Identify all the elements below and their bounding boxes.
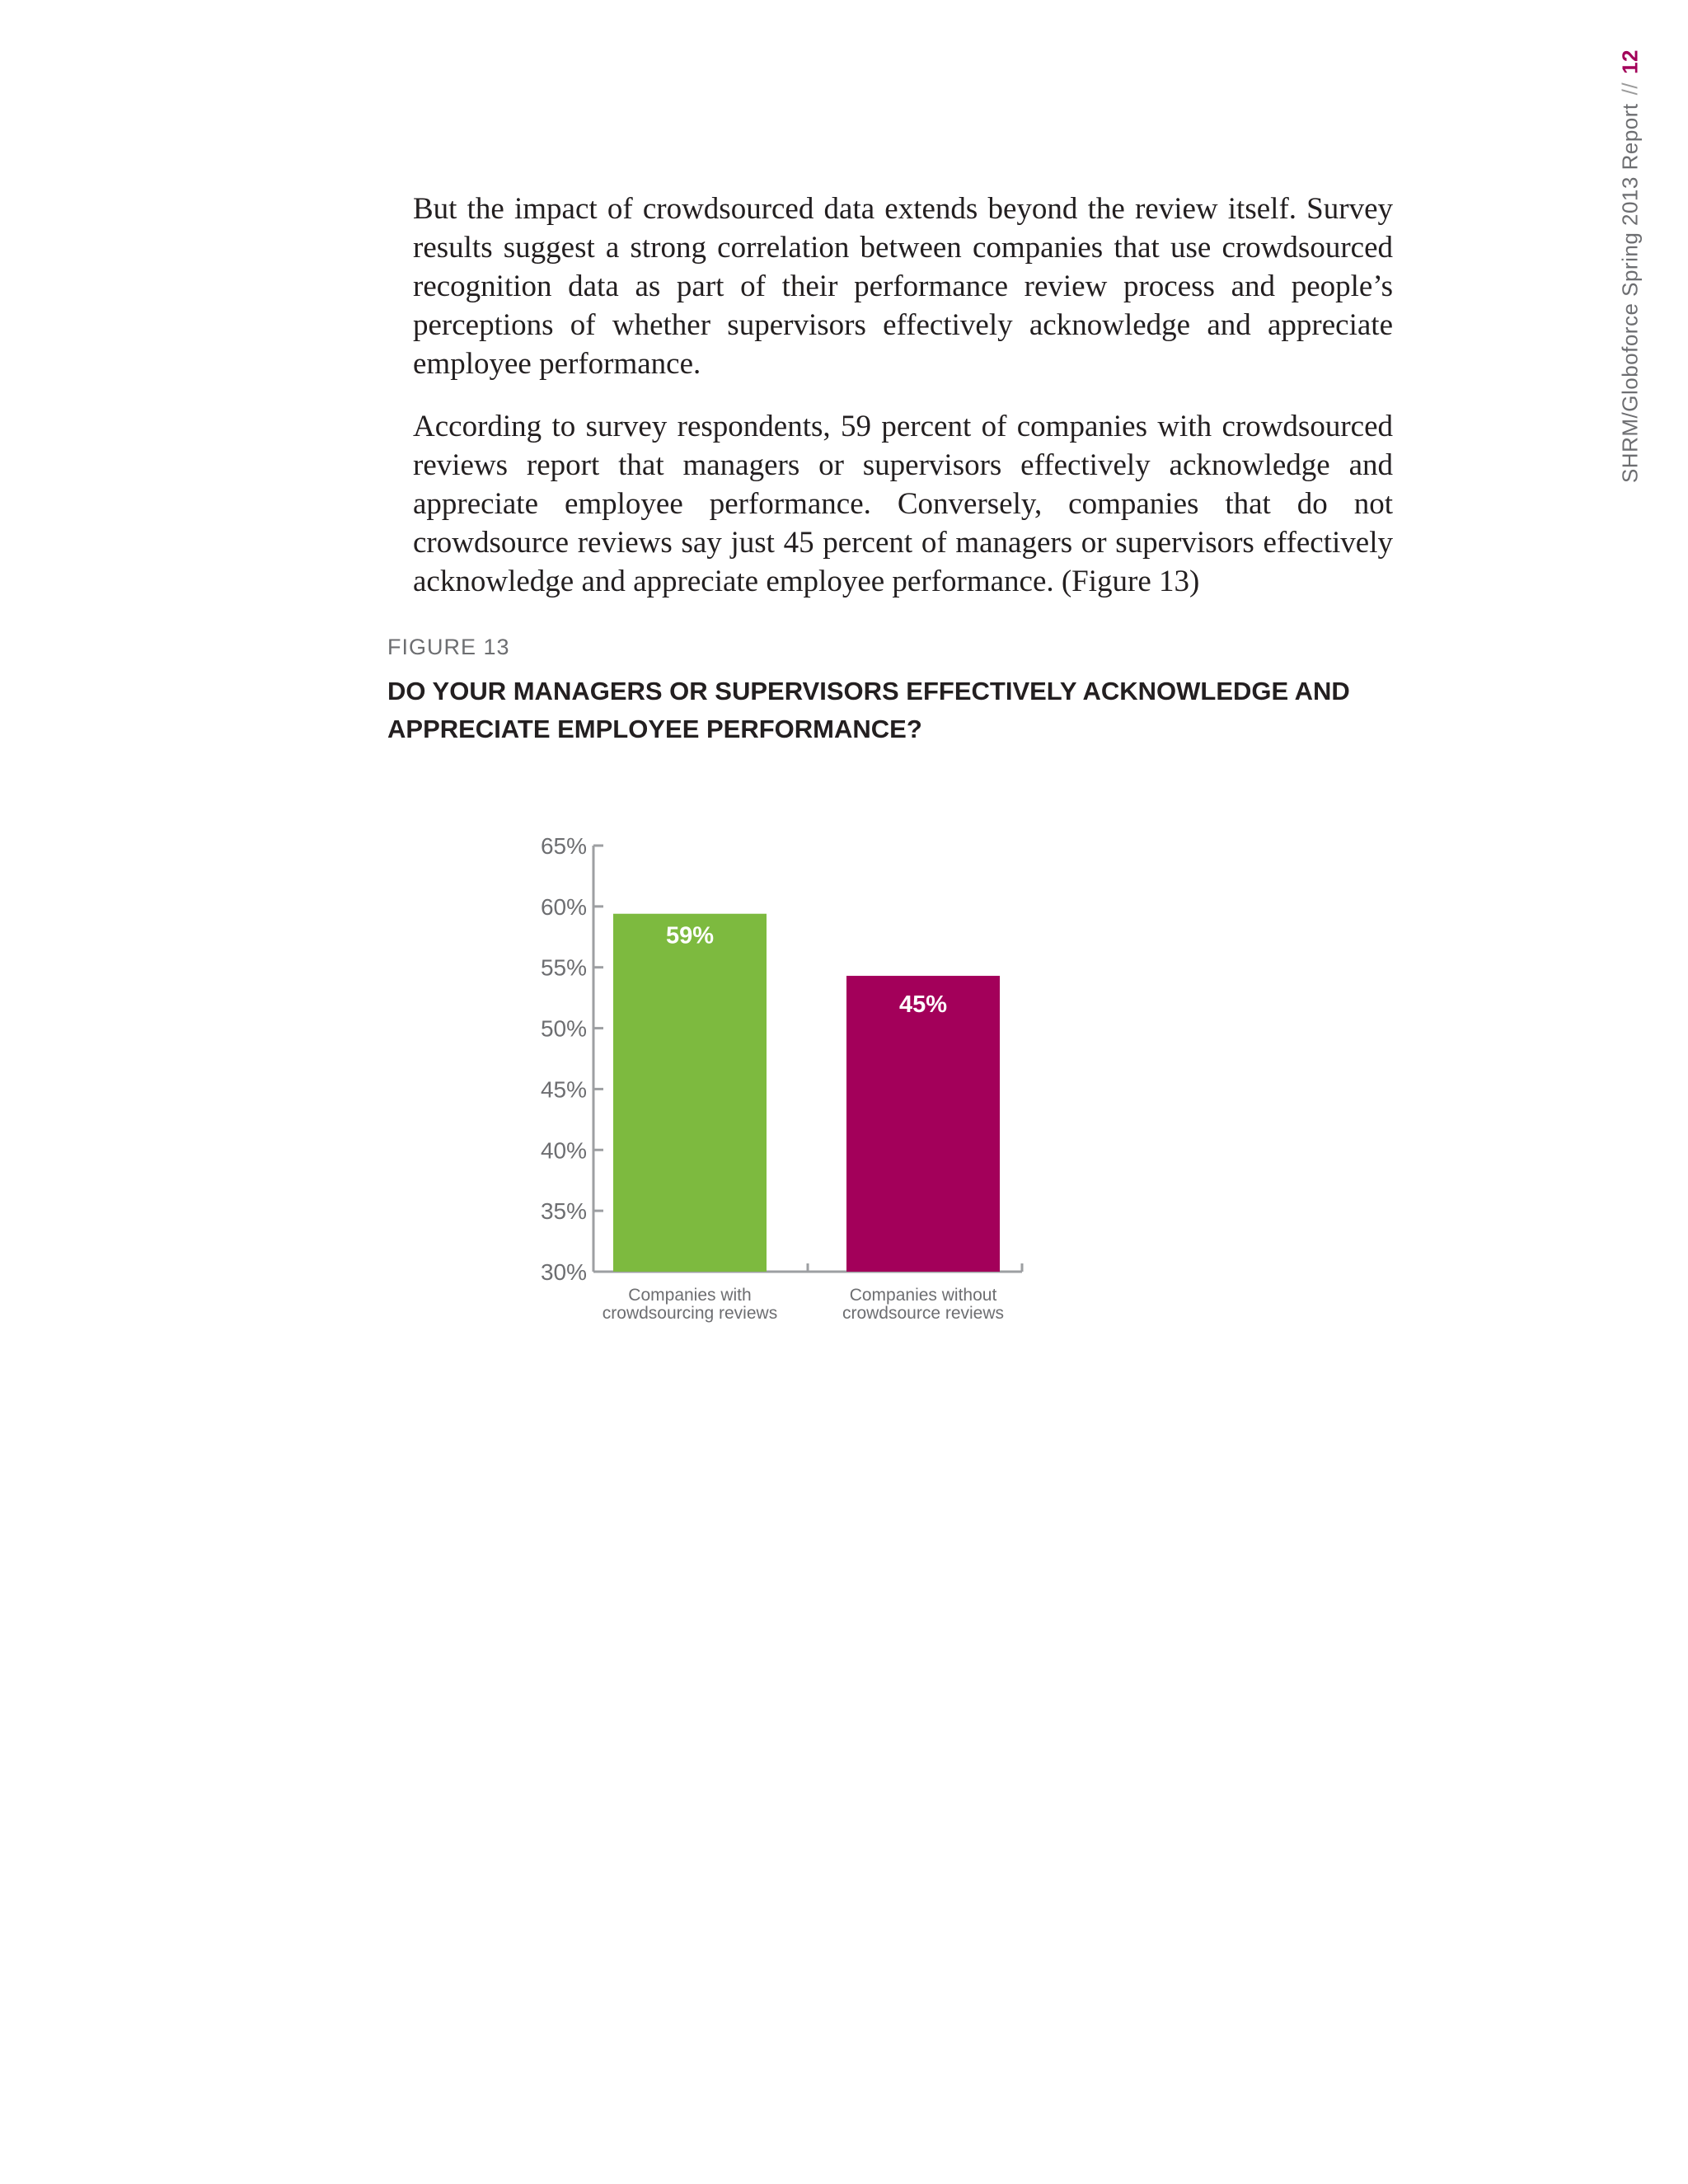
x-category-label-line: Companies with: [628, 1286, 752, 1305]
bar-chart: [495, 808, 1071, 1343]
y-tick-label: 45%: [540, 1076, 587, 1103]
y-tick-label: 55%: [540, 954, 587, 981]
running-head-separator: //: [1617, 82, 1643, 96]
y-tick-label: 65%: [540, 833, 587, 859]
paragraph-2: According to survey respondents, 59 percent of companies with crowdsourced reviews report that managers or supervisors effectively acknowledge and appreciate employee performance. Conversely, companies that do not crowdsource reviews say just 45 percent of managers or supervisors effectively acknowledge and appreciate employee performance. (Figure 13): [413, 410, 1393, 598]
page-number: 12: [1617, 49, 1643, 74]
x-category-label-line: crowdsourcing reviews: [602, 1304, 778, 1323]
x-category-label-line: Companies without: [849, 1286, 997, 1305]
x-category-label-line: crowdsource reviews: [842, 1304, 1005, 1323]
figure-title-line-1: DO YOUR MANAGERS OR SUPERVISORS EFFECTIVELY ACKNOWLEDGE AND: [387, 677, 1350, 705]
figure-title-line-2: APPRECIATE EMPLOYEE PERFORMANCE?: [387, 715, 922, 743]
x-category-label: [842, 1286, 1004, 1323]
data-label: 59%: [665, 922, 715, 949]
y-tick-label: 40%: [540, 1137, 587, 1164]
body-text: [413, 190, 1393, 625]
report-name: SHRM/Globoforce Spring 2013 Report: [1617, 103, 1643, 484]
bar: [846, 976, 1000, 1272]
y-tick-label: 30%: [540, 1259, 587, 1285]
y-tick-label: 60%: [540, 893, 587, 920]
figure-title: [387, 673, 1418, 748]
y-tick-label: 35%: [540, 1198, 587, 1225]
bar: [613, 914, 767, 1272]
figure-label: FIGURE 13: [387, 635, 510, 659]
x-category-label: [603, 1286, 777, 1323]
data-label: 45%: [898, 991, 948, 1019]
paragraph-1: But the impact of crowdsourced data extends beyond the review itself. Survey results suggest a strong correlation between companies that use crowdsourced recognition data as part of their performance review process and people’s perceptions of whether supervisors effectively acknowledge and appreciate employee performance.: [413, 192, 1393, 381]
running-head: [1614, 49, 1647, 484]
y-tick-label: 50%: [540, 1015, 587, 1042]
running-head-text: [1618, 49, 1643, 483]
